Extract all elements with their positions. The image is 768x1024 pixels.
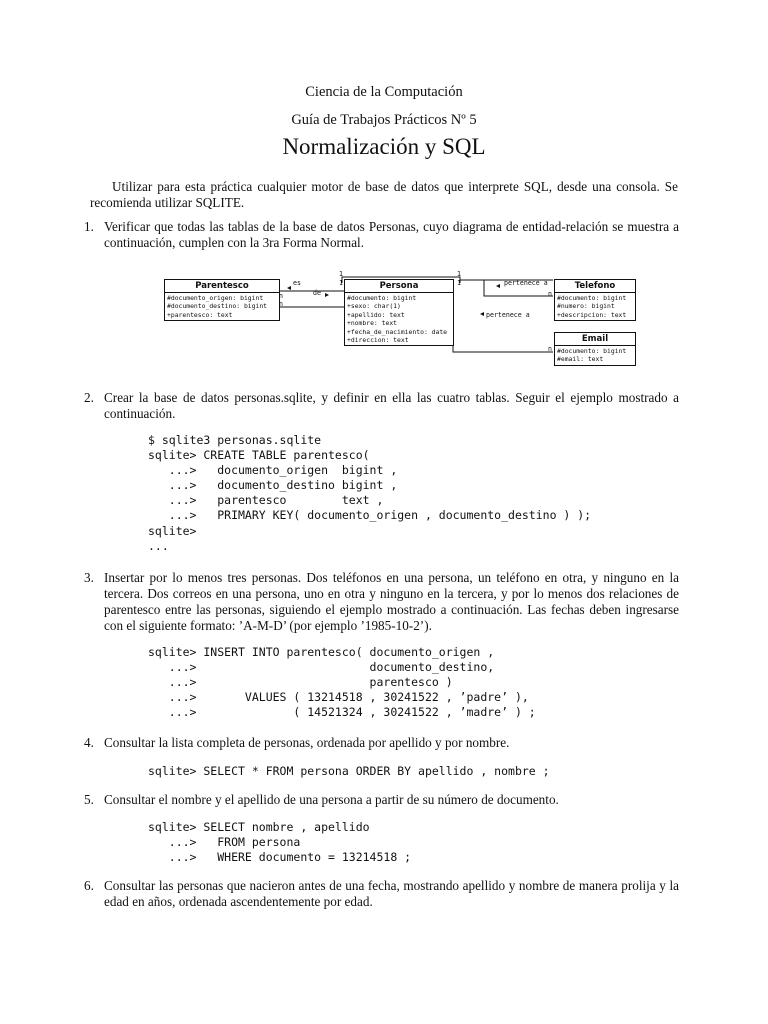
table-title: Parentesco (165, 280, 279, 293)
item-text: Consultar el nombre y el apellido de una persona a partir de su número de documento. (104, 792, 559, 807)
table-fields (165, 293, 279, 320)
item-text: Consultar las personas que nacieron antes de una fecha, mostrando apellido y nombre de manera prolija y la edad en años, ordenada ascendentemente por edad. (104, 878, 679, 909)
field: #documento_destino: bigint (167, 302, 268, 311)
table-parentesco (164, 279, 280, 321)
item-number: 2. (84, 390, 94, 405)
table-title: Persona (345, 280, 453, 293)
intro-text: Utilizar para esta práctica cualquier motor de base de datos que interprete SQL, desde una consola. Se recomienda utilizar (90, 179, 678, 210)
list-item-4 (84, 735, 679, 751)
sqlite-word: SQL (195, 195, 221, 210)
rel-label-es: es (293, 279, 301, 287)
code-block-select-where: sqlite> SELECT nombre , apellido ...> FROM persona ...> WHERE documento = 13214518 ; (148, 820, 412, 865)
field: +apellido: text (347, 310, 405, 319)
field: +descripcion: text (557, 310, 627, 319)
list-item-6 (84, 878, 679, 910)
item-number: 5. (84, 792, 94, 807)
list-item-5 (84, 792, 679, 808)
cardinality-1: 1 (457, 279, 461, 287)
cardinality-n: n (548, 290, 552, 298)
field: #documento: bigint (557, 294, 627, 302)
list-item-3 (84, 570, 679, 634)
table-telefono (554, 279, 636, 321)
cardinality-n: n (548, 345, 552, 353)
er-diagram (160, 268, 640, 383)
field: #numero: bigint (557, 302, 615, 311)
field: #documento: bigint (347, 294, 417, 302)
field: +fecha_de_nacimiento: date (347, 327, 448, 336)
field: #documento: bigint (557, 347, 627, 355)
cardinality-1: 1 (457, 270, 461, 278)
table-fields (345, 293, 453, 345)
page-title: Normalización y SQL (282, 134, 486, 159)
rel-label-de: de (313, 289, 321, 297)
code-block-insert: sqlite> INSERT INTO parentesco( documento_origen , ...> documento_destino, ...> parentesco ) ...> VALUES ( 13214518 , 30241522 , ’padre’ ), ...> ( 14521324 , 30241522 , ’madre’ ) ; (148, 645, 536, 720)
item-number: 3. (84, 570, 94, 585)
table-title: Telefono (555, 280, 635, 293)
item-text: Crear la base de datos personas.sqlite, y definir en ella las cuatro tablas. Seguir el ejemplo mostrado a continuación. (104, 390, 679, 421)
intro-end: . (240, 195, 245, 210)
code-block-create-table: $ sqlite3 personas.sqlite sqlite> CREATE TABLE parentesco( ...> documento_origen bigint , ...> documento_destino bigint , ...> parentesco text , ...> PRIMARY KEY( documento_origen , documento_destino ) ); sqlite> ... (148, 433, 592, 553)
item-number: 4. (84, 735, 94, 750)
table-email (554, 332, 636, 366)
item-text: Consultar la lista completa de personas, ordenada por apellido y por nombre. (104, 735, 510, 750)
cardinality-n: n (279, 292, 283, 300)
cardinality-1: 1 (339, 270, 343, 278)
course-title: Ciencia de la Computación (305, 84, 463, 100)
item-text: Insertar por lo menos tres personas. Dos teléfonos en una persona, un teléfono en otra, y ninguno en la tercera. Dos correos en una persona, uno en otra y ninguno en la tercera, y por lo menos dos relaciones de parentesco entre las personas, siguiendo el ejemplo mostrado a continuación. Las fechas deben ingresarse con el siguiente formato: ’A-M-D’ (por ejemplo ’1985-10-2’). (104, 570, 679, 633)
table-title: Email (555, 333, 635, 346)
field: #email: text (557, 355, 604, 364)
item-text: Verificar que todas las tablas de la base de datos Personas, cuyo diagrama de entidad-relación se muestra a continuación, cumplen con la 3ra Forma Normal. (104, 219, 679, 250)
item-number: 1. (84, 219, 94, 234)
table-fields (555, 293, 635, 320)
table-persona (344, 279, 454, 346)
item-number: 6. (84, 878, 94, 893)
guide-title: Guía de Trabajos Prácticos Nº 5 (291, 112, 477, 128)
rel-label-pertenece-email: pertenece a (486, 311, 530, 319)
intro-paragraph (90, 179, 678, 211)
cardinality-n: n (279, 300, 283, 308)
field: +direccion: text (347, 336, 409, 345)
code-block-select-order: sqlite> SELECT * FROM persona ORDER BY apellido , nombre ; (148, 764, 550, 778)
field: +nombre: text (347, 319, 398, 328)
field: +parentesco: text (167, 310, 233, 319)
table-fields (555, 346, 635, 365)
cardinality-1: 1 (339, 279, 343, 287)
sqlite-word-smallcaps: ITE (220, 195, 241, 210)
field: #documento_origen: bigint (167, 294, 264, 302)
rel-label-pertenece-telefono: pertenece a (504, 279, 548, 287)
list-item-2 (84, 390, 679, 422)
field: +sexo: char(1) (347, 302, 401, 311)
list-item-1 (84, 219, 679, 251)
